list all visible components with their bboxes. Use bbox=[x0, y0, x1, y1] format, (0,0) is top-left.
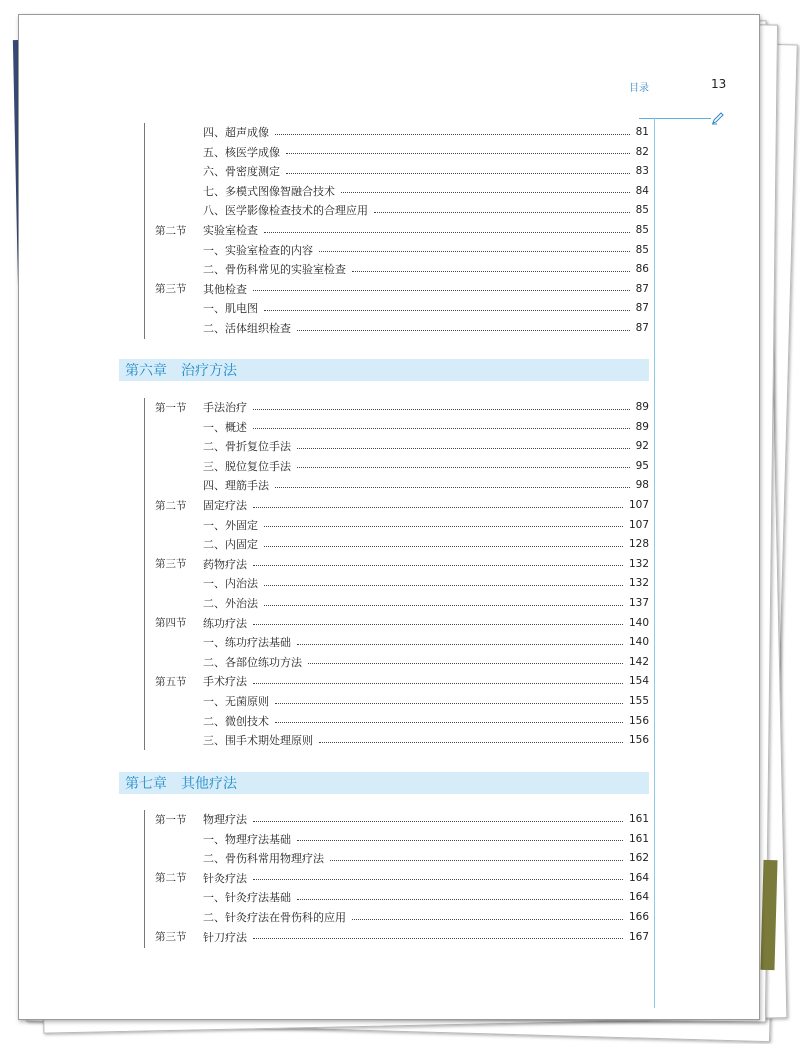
leader-dots bbox=[253, 428, 630, 429]
margin-rule bbox=[654, 118, 655, 1008]
leader-dots bbox=[341, 192, 630, 193]
entry-title: 三、脱位复位手法 bbox=[203, 459, 291, 473]
leader-dots bbox=[286, 173, 630, 174]
chapter-heading bbox=[119, 359, 649, 381]
entry-page-number: 128 bbox=[628, 538, 649, 551]
chapter-number: 第七章 bbox=[125, 776, 167, 792]
toc-entry bbox=[203, 887, 649, 907]
entry-page-number: 85 bbox=[635, 224, 649, 236]
entry-page-number: 132 bbox=[628, 557, 649, 570]
entry-title: 四、理筋手法 bbox=[203, 479, 269, 493]
entry-title: 一、实验室检查的内容 bbox=[203, 243, 313, 257]
toc-entry bbox=[203, 122, 649, 142]
leader-dots bbox=[297, 840, 623, 841]
leader-dots bbox=[253, 409, 630, 410]
entry-page-number: 140 bbox=[628, 616, 649, 629]
leader-dots bbox=[264, 232, 630, 233]
entry-page-number: 87 bbox=[635, 322, 649, 334]
entry-title: 五、核医学成像 bbox=[203, 145, 280, 159]
leader-dots bbox=[253, 565, 623, 566]
entry-title: 二、骨伤科常用物理疗法 bbox=[203, 852, 324, 866]
entry-page-number: 107 bbox=[628, 499, 649, 511]
entry-page-number: 164 bbox=[628, 871, 649, 884]
entry-title: 二、活体组织检查 bbox=[203, 322, 291, 335]
leader-dots bbox=[264, 546, 623, 547]
toc-entry bbox=[203, 691, 649, 711]
section-number: 第一节 bbox=[155, 401, 187, 414]
pen-icon bbox=[711, 111, 725, 125]
entry-page-number: 137 bbox=[628, 597, 649, 609]
toc-entry bbox=[203, 593, 649, 613]
leader-dots bbox=[297, 467, 630, 468]
entry-page-number: 82 bbox=[635, 145, 649, 158]
entry-title: 物理疗法 bbox=[203, 813, 247, 826]
toc-entry bbox=[203, 436, 649, 456]
toc-entry bbox=[155, 495, 649, 515]
section-number: 第三节 bbox=[155, 558, 187, 571]
toc-entry bbox=[203, 259, 649, 279]
entry-title: 四、超声成像 bbox=[203, 126, 269, 139]
entry-page-number: 164 bbox=[628, 891, 649, 904]
toc-entry bbox=[155, 868, 649, 888]
entry-title: 其他检查 bbox=[203, 282, 247, 296]
entry-page-number: 86 bbox=[635, 263, 649, 276]
entry-page-number: 85 bbox=[635, 243, 649, 256]
toc-block bbox=[144, 398, 145, 750]
entry-title: 七、多模式图像智融合技术 bbox=[203, 184, 335, 198]
page-number: 13 bbox=[711, 77, 727, 91]
toc-entry bbox=[155, 671, 649, 691]
leader-dots bbox=[352, 271, 630, 272]
toc-entry bbox=[155, 809, 649, 829]
entry-page-number: 89 bbox=[635, 420, 649, 433]
entry-title: 八、医学影像检查技术的合理应用 bbox=[203, 204, 368, 218]
entry-page-number: 142 bbox=[628, 655, 649, 668]
entry-title: 手术疗法 bbox=[203, 675, 247, 689]
toc-entry bbox=[203, 240, 649, 260]
leader-dots bbox=[264, 310, 630, 311]
entry-title: 手法治疗 bbox=[203, 401, 247, 414]
leader-dots bbox=[319, 251, 630, 252]
entry-title: 一、练功疗法基础 bbox=[203, 636, 291, 650]
leader-dots bbox=[297, 448, 630, 449]
section-number: 第三节 bbox=[155, 283, 187, 296]
entry-title: 练功疗法 bbox=[203, 616, 247, 630]
toc-entry bbox=[203, 829, 649, 849]
toc-entry bbox=[203, 456, 649, 476]
leader-dots bbox=[253, 624, 623, 625]
toc-entry bbox=[155, 220, 649, 240]
entry-title: 一、外固定 bbox=[203, 518, 258, 532]
entry-title: 二、外治法 bbox=[203, 597, 258, 610]
leader-dots bbox=[352, 919, 623, 920]
entry-title: 一、针灸疗法基础 bbox=[203, 891, 291, 905]
entry-title: 一、物理疗法基础 bbox=[203, 832, 291, 846]
entry-page-number: 161 bbox=[628, 832, 649, 845]
entry-title: 二、微创技术 bbox=[203, 714, 269, 728]
entry-page-number: 87 bbox=[635, 282, 649, 295]
entry-page-number: 167 bbox=[628, 930, 649, 943]
leader-dots bbox=[297, 899, 623, 900]
toc-entry bbox=[203, 417, 649, 437]
entry-title: 实验室检查 bbox=[203, 224, 258, 237]
toc-block bbox=[144, 810, 145, 948]
leader-dots bbox=[275, 722, 623, 723]
entry-title: 一、肌电图 bbox=[203, 302, 258, 316]
chapter-number: 第六章 bbox=[125, 363, 167, 379]
entry-title: 针灸疗法 bbox=[203, 871, 247, 885]
leader-dots bbox=[286, 153, 630, 154]
entry-title: 二、内固定 bbox=[203, 538, 258, 552]
entry-title: 二、骨伤科常见的实验室检查 bbox=[203, 263, 346, 277]
entry-page-number: 89 bbox=[635, 401, 649, 413]
entry-page-number: 140 bbox=[628, 636, 649, 649]
toc-entry bbox=[155, 927, 649, 947]
toc-entry bbox=[203, 711, 649, 731]
leader-dots bbox=[275, 487, 630, 488]
toc-entry bbox=[203, 298, 649, 318]
entry-page-number: 84 bbox=[635, 184, 649, 197]
toc-block bbox=[144, 123, 145, 339]
section-number: 第四节 bbox=[155, 617, 187, 630]
toc-entry bbox=[203, 475, 649, 495]
entry-title: 二、针灸疗法在骨伤科的应用 bbox=[203, 911, 346, 924]
section-number: 第二节 bbox=[155, 872, 187, 885]
entry-page-number: 87 bbox=[635, 302, 649, 315]
entry-title: 二、骨折复位手法 bbox=[203, 440, 291, 454]
entry-page-number: 156 bbox=[628, 714, 649, 727]
toc-entry bbox=[203, 730, 649, 750]
toc-entry bbox=[203, 573, 649, 593]
entry-page-number: 154 bbox=[628, 675, 649, 688]
entry-title: 一、内治法 bbox=[203, 577, 258, 591]
section-number: 第五节 bbox=[155, 675, 187, 688]
leader-dots bbox=[253, 507, 623, 508]
toc-page bbox=[18, 14, 760, 1020]
toc-entry bbox=[155, 554, 649, 574]
leader-dots bbox=[253, 683, 623, 684]
toc-entry bbox=[203, 848, 649, 868]
leader-dots bbox=[374, 212, 630, 213]
leader-dots bbox=[264, 585, 623, 586]
section-number: 第三节 bbox=[155, 931, 187, 944]
entry-title: 六、骨密度测定 bbox=[203, 165, 280, 179]
leader-dots bbox=[275, 134, 630, 135]
header-rule bbox=[639, 118, 711, 119]
toc-entry bbox=[203, 534, 649, 554]
leader-dots bbox=[253, 290, 630, 291]
toc-entry bbox=[203, 200, 649, 220]
leader-dots bbox=[297, 644, 623, 645]
section-number: 第二节 bbox=[155, 224, 187, 237]
entry-page-number: 161 bbox=[628, 813, 649, 825]
entry-page-number: 81 bbox=[635, 126, 649, 138]
toc-entry bbox=[203, 161, 649, 181]
toc-entry bbox=[155, 613, 649, 633]
entry-page-number: 92 bbox=[635, 440, 649, 453]
toc-entry bbox=[203, 632, 649, 652]
leader-dots bbox=[330, 860, 623, 861]
leader-dots bbox=[275, 703, 623, 704]
entry-page-number: 162 bbox=[628, 852, 649, 865]
leader-dots bbox=[264, 605, 623, 606]
entry-page-number: 85 bbox=[635, 204, 649, 217]
entry-page-number: 83 bbox=[635, 165, 649, 178]
entry-page-number: 155 bbox=[628, 695, 649, 707]
entry-title: 一、概述 bbox=[203, 420, 247, 434]
entry-page-number: 107 bbox=[628, 518, 649, 531]
entry-page-number: 166 bbox=[628, 911, 649, 923]
toc-entry bbox=[155, 397, 649, 417]
toc-entry bbox=[155, 279, 649, 299]
leader-dots bbox=[297, 330, 630, 331]
toc-entry bbox=[203, 515, 649, 535]
entry-page-number: 95 bbox=[635, 459, 649, 472]
entry-page-number: 156 bbox=[628, 734, 649, 747]
entry-title: 药物疗法 bbox=[203, 557, 247, 571]
section-number: 第二节 bbox=[155, 499, 187, 512]
entry-page-number: 98 bbox=[635, 479, 649, 492]
chapter-heading bbox=[119, 772, 649, 794]
leader-dots bbox=[253, 879, 623, 880]
entry-page-number: 132 bbox=[628, 577, 649, 590]
leader-dots bbox=[308, 663, 623, 664]
toc-entry bbox=[203, 907, 649, 927]
toc-entry bbox=[203, 318, 649, 338]
leader-dots bbox=[264, 526, 623, 527]
leader-dots bbox=[319, 742, 623, 743]
running-header-title: 目录 bbox=[629, 83, 649, 94]
leader-dots bbox=[253, 821, 623, 822]
entry-title: 固定疗法 bbox=[203, 499, 247, 512]
entry-title: 二、各部位练功方法 bbox=[203, 655, 302, 669]
toc-entry bbox=[203, 652, 649, 672]
chapter-name: 其他疗法 bbox=[181, 776, 237, 792]
entry-title: 一、无菌原则 bbox=[203, 695, 269, 708]
chapter-name: 治疗方法 bbox=[181, 363, 237, 379]
entry-title: 三、围手术期处理原则 bbox=[203, 734, 313, 748]
section-number: 第一节 bbox=[155, 813, 187, 826]
entry-title: 针刀疗法 bbox=[203, 930, 247, 944]
toc-entry bbox=[203, 142, 649, 162]
toc-entry bbox=[203, 181, 649, 201]
leader-dots bbox=[253, 938, 623, 939]
